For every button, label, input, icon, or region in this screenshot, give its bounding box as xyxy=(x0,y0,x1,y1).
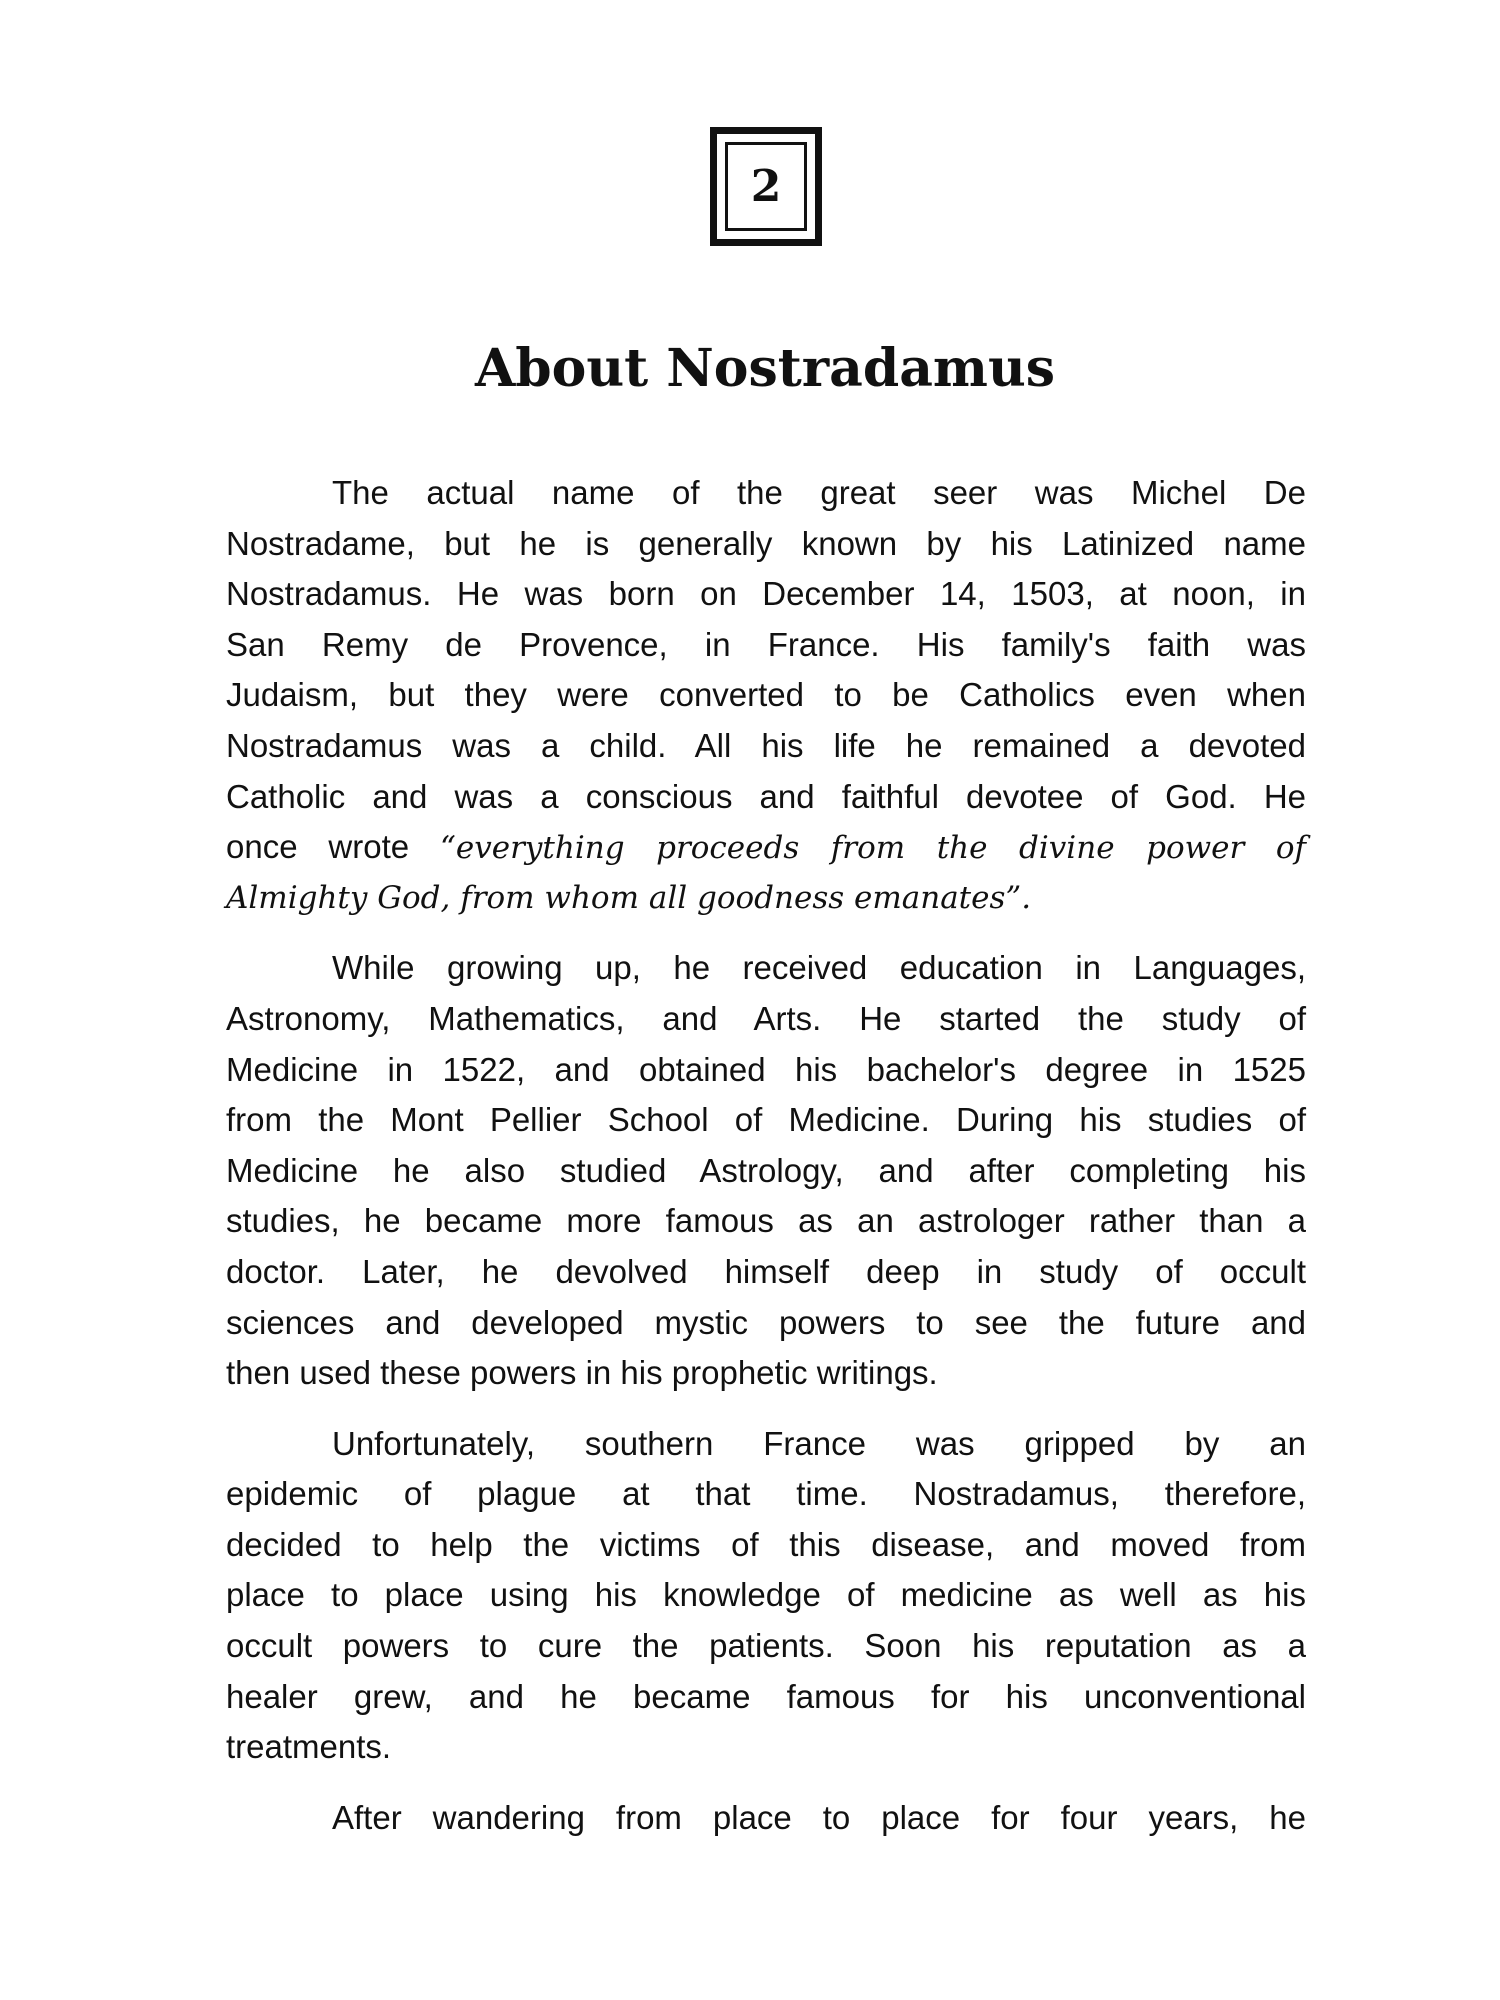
text-line: sciences and developed mystic powers to see the future and xyxy=(226,1303,1306,1341)
text-line: Nostradame, but he is generally known by his Latinized name xyxy=(226,524,1306,562)
chapter-body xyxy=(226,468,1306,1863)
paragraph-2 xyxy=(226,943,1306,1398)
text-line: After wandering from place to place for four years, he xyxy=(332,1798,1306,1836)
paragraph-4 xyxy=(226,1793,1306,1844)
quote-text: Almighty God, from whom all goodness emanates”. xyxy=(226,879,1032,916)
text-line: from the Mont Pellier School of Medicine. During his studies of xyxy=(226,1101,1306,1139)
text-line: healer grew, and he became famous for his unconventional xyxy=(226,1677,1306,1715)
text-line: The actual name of the great seer was Michel De xyxy=(332,474,1306,511)
paragraph-1 xyxy=(226,468,1306,923)
text-line: Judaism, but they were converted to be Catholics even when xyxy=(226,676,1306,714)
text-line: doctor. Later, he devolved himself deep in study of occult xyxy=(226,1252,1306,1290)
text-line: occult powers to cure the patients. Soon his reputation as a xyxy=(226,1627,1306,1665)
text-line: San Remy de Provence, in France. His family's faith was xyxy=(226,625,1306,663)
text-line: While growing up, he received education in Languages, xyxy=(332,949,1306,987)
text-line: Astronomy, Mathematics, and Arts. He started the study of xyxy=(226,999,1306,1037)
chapter-title: About Nostradamus xyxy=(474,338,1056,399)
paragraph-3 xyxy=(226,1419,1306,1773)
text-line: Catholic and was a conscious and faithful devotee of God. He xyxy=(226,777,1306,815)
text-line: treatments. xyxy=(226,1728,392,1766)
text-line: epidemic of plague at that time. Nostradamus, therefore, xyxy=(226,1475,1306,1513)
quote-prefix: once wrote xyxy=(226,828,441,866)
quote-text: “everything proceeds from the divine power of xyxy=(440,830,1306,867)
text-line: then used these powers in his prophetic writings. xyxy=(226,1354,938,1392)
chapter-number: 2 xyxy=(725,142,807,231)
text-line: place to place using his knowledge of medicine as well as his xyxy=(226,1576,1306,1614)
text-line: Medicine he also studied Astrology, and after completing his xyxy=(226,1151,1306,1189)
text-line: Nostradamus. He was born on December 14, 1503, at noon, in xyxy=(226,575,1306,613)
text-line: decided to help the victims of this disease, and moved from xyxy=(226,1525,1306,1563)
text-line: Nostradamus was a child. All his life he remained a devoted xyxy=(226,726,1306,764)
chapter-number-box xyxy=(710,127,822,246)
text-line: Unfortunately, southern France was gripped by an xyxy=(332,1424,1306,1462)
text-line xyxy=(226,822,1306,873)
text-line: Medicine in 1522, and obtained his bachelor's degree in 1525 xyxy=(226,1050,1306,1088)
text-line: studies, he became more famous as an astrologer rather than a xyxy=(226,1202,1306,1240)
